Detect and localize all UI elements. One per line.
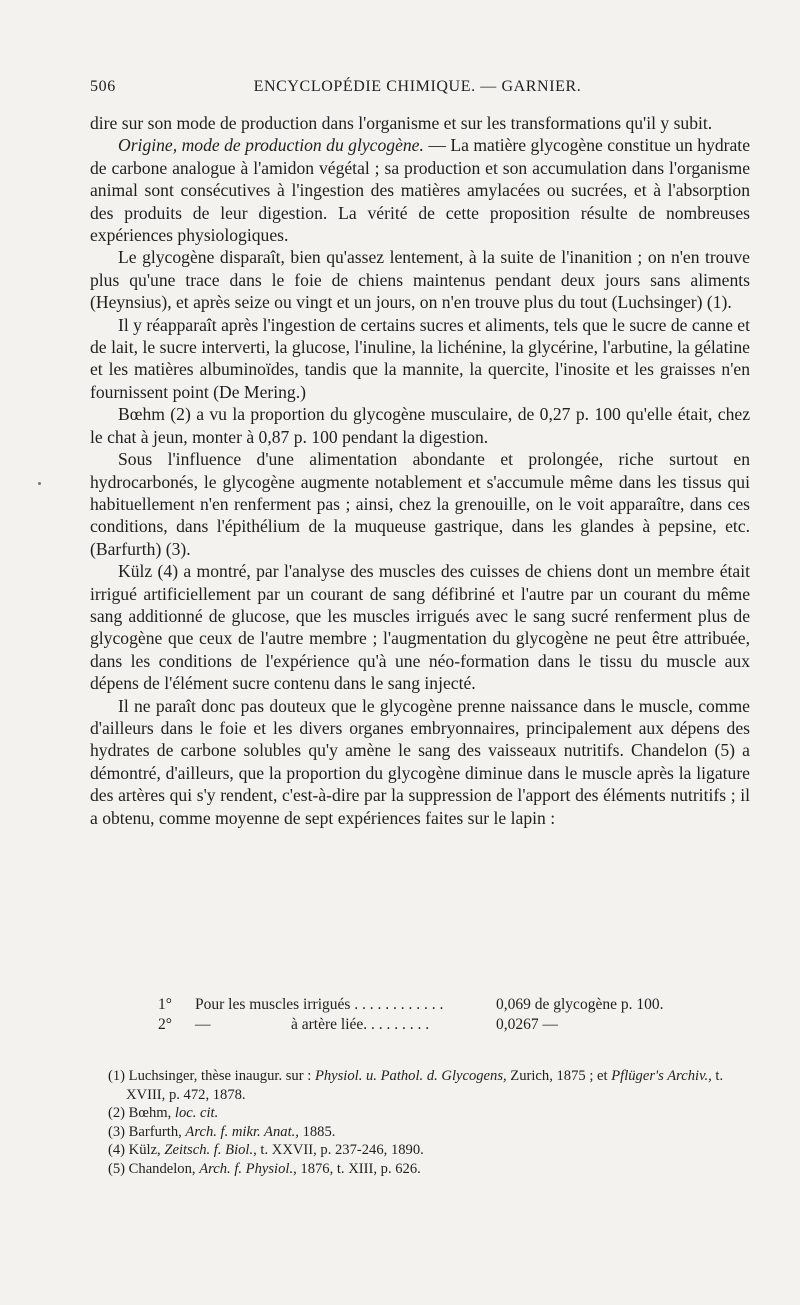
footnote-text: Chandelon,	[128, 1160, 200, 1177]
footnote-text: Bœhm,	[128, 1105, 175, 1122]
results-table	[158, 995, 698, 1035]
citation-title: Arch. f. mikr. Anat.,	[185, 1123, 299, 1140]
footnote	[108, 1104, 758, 1123]
footnote-text: Barfurth,	[128, 1123, 186, 1140]
footnote-text: Zurich, 1875 ; et	[506, 1068, 612, 1084]
paragraph-text: Sous l'influence d'une alimentation abondante et prolongée, riche surtout en hydrocarbonés, le glycogène augmente notablement et s'accumule même dans les tissus qui habituellement n'en renferment pas ; ainsi, chez la grenouille, on le voit apparaître, dans ces conditions, dans l'épithélium de la muqueuse gastrique, dans les glandes à pepsine, etc. (Barfurth) (3).	[90, 449, 750, 559]
footnote-marker: (4)	[108, 1142, 129, 1159]
footnote-text: t. XXVII, p. 237-246, 1890.	[256, 1142, 424, 1159]
citation-title: Zeitsch. f. Biol.,	[164, 1142, 257, 1159]
footnote	[108, 1067, 758, 1104]
citation-title: loc. cit.	[174, 1105, 219, 1122]
paragraph-text: — La matière glycogène constitue un hydrate de carbone analogue à l'amidon végétal ; sa production et son accumulation dans l'organisme animal sont consécutives à l'ingestion des matières amylacées ou sucrées, et à l'absorption des produits de leur digestion. La vérité de cette proposition résulte de nombreuses expériences physiologiques.	[90, 135, 750, 246]
citation-title: Pflüger's Archiv.,	[611, 1068, 712, 1084]
paragraph	[90, 695, 750, 829]
footnote-text: Külz,	[128, 1142, 165, 1159]
paragraph	[90, 448, 750, 560]
table-row	[158, 1015, 698, 1035]
row-label: Pour les muscles irrigués . . . . . . . . . . . .	[195, 996, 444, 1013]
paragraph-text: Bœhm (2) a vu la proportion du glycogène musculaire, de 0,27 p. 100 qu'elle était, chez le chat à jeun, monter à 0,87 p. 100 pendant la digestion.	[90, 404, 750, 447]
paragraph	[90, 134, 750, 246]
paragraph-text: Il y réapparaît après l'ingestion de certains sucres et aliments, tels que le sucre de canne et de lait, le sucre interverti, la glucose, l'inuline, la lichénine, la glycérine, l'arbutine, la gélatine et les matières albuminoïdes, tandis que la mannite, la quercite, l'inosite et les graisses n'en fournissent point (De Mering.)	[90, 314, 750, 402]
footnote-marker: (1)	[108, 1068, 129, 1084]
margin-mark	[38, 482, 41, 485]
paragraph	[90, 560, 750, 694]
footnote-text: Luchsinger, thèse inaugur. sur :	[128, 1068, 315, 1084]
footnote	[108, 1123, 758, 1142]
row-condition: à artère liée. . . . . . . . .	[291, 1016, 430, 1033]
body-text	[90, 112, 750, 829]
row-value: 0,069 de glycogène p. 100.	[496, 996, 664, 1013]
footnote-text: 1876, t. XIII, p. 626.	[296, 1160, 421, 1177]
citation-title: Arch. f. Physiol.,	[199, 1160, 297, 1177]
footnote	[108, 1141, 758, 1160]
row-value: 0,0267 —	[496, 1016, 558, 1033]
paragraph-text: dire sur son mode de production dans l'organisme et sur les transformations qu'il y subit.	[90, 113, 713, 133]
footnote-marker: (3)	[108, 1123, 129, 1140]
paragraph-text: Le glycogène disparaît, bien qu'assez lentement, à la suite de l'inanition ; on n'en trouve plus qu'une trace dans le foie de chiens maintenus pendant deux jours sans aliments (Heynsius), et après seize ou vingt et un jours, on n'en trouve plus du tout (Luchsinger) (1).	[90, 247, 750, 313]
page-header	[90, 78, 745, 102]
citation-title: Physiol. u. Pathol. d. Glycogens,	[314, 1068, 507, 1084]
running-title: ENCYCLOPÉDIE CHIMIQUE. — GARNIER.	[253, 78, 582, 95]
page-number: 506	[90, 78, 116, 95]
row-label: —	[195, 1016, 211, 1033]
footnote-marker: (2)	[108, 1105, 129, 1122]
paragraph	[90, 112, 750, 134]
paragraph-text: Il ne paraît donc pas douteux que le glycogène prenne naissance dans le muscle, comme d'ailleurs dans le foie et les divers organes embryonnaires, principalement aux dépens des hydrates de carbone solubles qu'y amène le sang des vaisseaux nutritifs. Chandelon (5) a démontré, d'ailleurs, que la proportion du glycogène diminue dans le muscle après la ligature des artères qui s'y rendent, c'est-à-dire par la suppression de l'apport des éléments nutritifs ; il a obtenu, comme moyenne de sept expériences faites sur le lapin :	[90, 695, 750, 828]
paragraph	[90, 403, 750, 448]
footnote-text: 1885.	[298, 1123, 336, 1140]
footnote-marker: (5)	[108, 1160, 129, 1177]
paragraph	[90, 246, 750, 313]
table-row	[158, 995, 698, 1015]
paragraph-text: Külz (4) a montré, par l'analyse des muscles des cuisses de chiens dont un membre était irrigué artificiellement par un courant de sang défibriné et l'autre par un courant du même sang additionné de glucose, que les muscles irrigués avec le sang sucré renferment plus de glycogène que ceux de l'autre membre ; l'augmentation du glycogène ne peut être attribuée, dans les conditions de l'expérience qu'à une néo-formation dans le tissu du muscle aux dépens de l'élément sucre contenu dans le sang injecté.	[90, 561, 750, 694]
footnote	[108, 1160, 758, 1179]
row-number: 1°	[158, 996, 172, 1013]
paragraph	[90, 314, 750, 404]
section-heading: Origine, mode de production du glycogène.	[118, 135, 424, 156]
footnotes	[108, 1067, 758, 1179]
footnote-text: t. XVIII, p. 472, 1878.	[126, 1068, 724, 1103]
row-number: 2°	[158, 1016, 172, 1033]
